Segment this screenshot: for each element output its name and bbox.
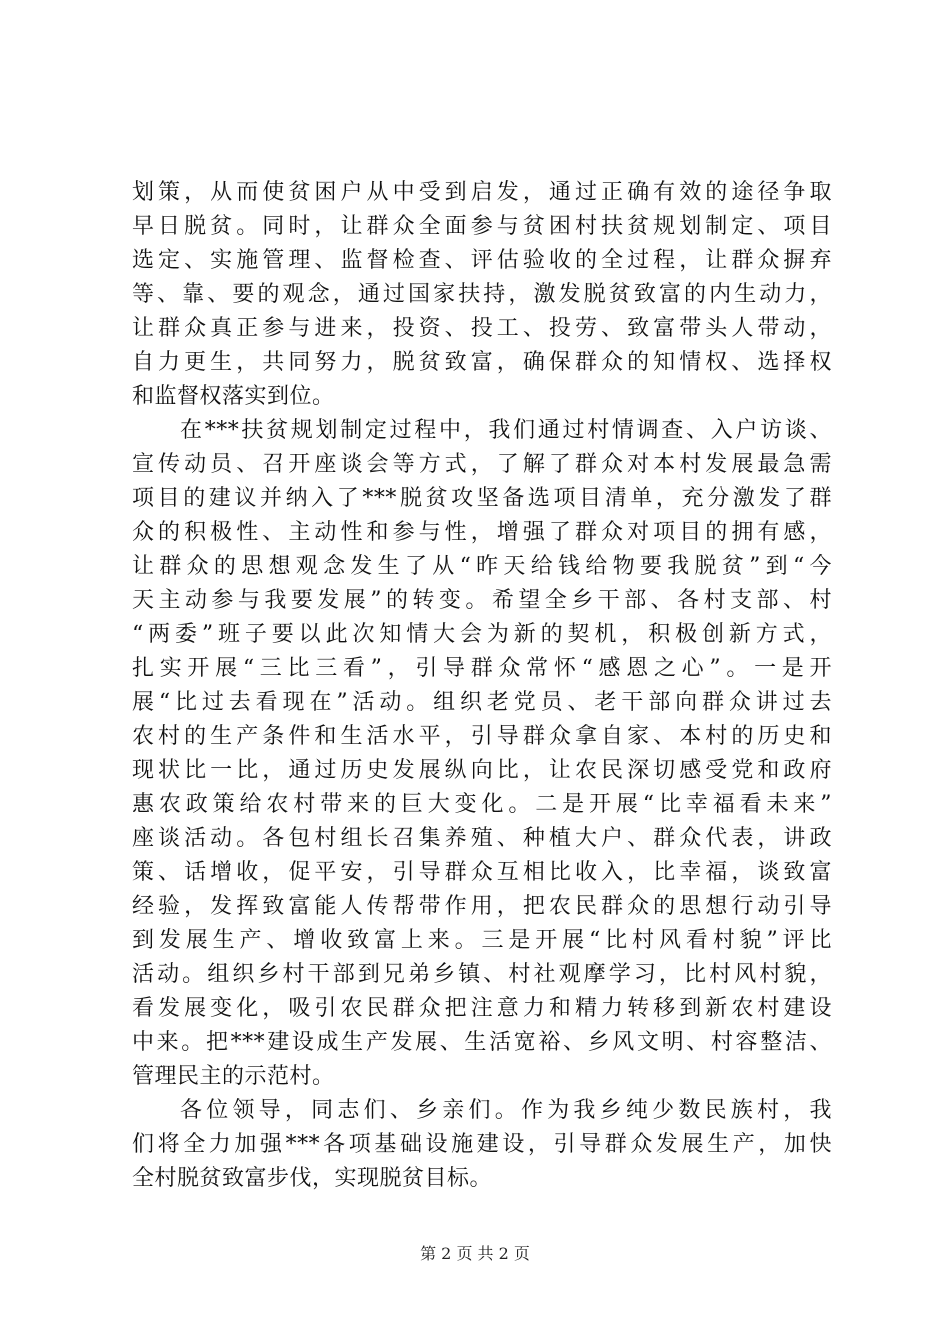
text-line: 到发展生产、增收致富上来。三是开展“比村风看村貌”评比 (132, 928, 832, 953)
text-line: 扎实开展“三比三看”，引导群众常怀“感恩之心”。一是开 (132, 656, 832, 681)
text-line: 等、靠、要的观念，通过国家扶持，激发脱贫致富的内生动力， (132, 282, 832, 307)
text-line: 自力更生，共同努力，脱贫致富，确保群众的知情权、选择权 (132, 350, 832, 375)
text-line: 农村的生产条件和生活水平，引导群众拿自家、本村的历史和 (132, 724, 832, 749)
text-line: 看发展变化，吸引农民群众把注意力和精力转移到新农村建设 (132, 996, 832, 1021)
text-line: 让群众真正参与进来，投资、投工、投劳、致富带头人带动， (132, 316, 832, 341)
text-line: 划策，从而使贫困户从中受到启发，通过正确有效的途径争取 (132, 180, 832, 205)
text-line: 宣传动员、召开座谈会等方式，了解了群众对本村发展最急需 (132, 452, 832, 477)
page-footer: 第 2 页 共 2 页 (420, 1244, 530, 1263)
text-line: “两委”班子要以此次知情大会为新的契机，积极创新方式， (132, 622, 832, 647)
text-line: 天主动参与我要发展”的转变。希望全乡干部、各村支部、村 (132, 588, 832, 613)
text-line: 惠农政策给农村带来的巨大变化。二是开展“比幸福看未来” (132, 792, 832, 817)
text-line: 早日脱贫。同时，让群众全面参与贫困村扶贫规划制定、项目 (132, 214, 832, 239)
text-line: 全村脱贫致富步伐，实现脱贫目标。 (132, 1166, 493, 1191)
text-line: 座谈活动。各包村组长召集养殖、种植大户、群众代表，讲政 (132, 826, 832, 851)
text-line: 管理民主的示范村。 (132, 1064, 335, 1089)
text-line: 项目的建议并纳入了***脱贫攻坚备选项目清单，充分激发了群 (132, 486, 832, 511)
text-line: 让群众的思想观念发生了从“昨天给钱给物要我脱贫”到“今 (132, 554, 832, 579)
text-line: 策、话增收，促平安，引导群众互相比收入，比幸福，谈致富 (132, 860, 832, 885)
text-line: 和监督权落实到位。 (132, 384, 335, 409)
text-line: 们将全力加强***各项基础设施建设，引导群众发展生产，加快 (132, 1132, 832, 1157)
body-text (132, 176, 832, 1196)
text-line: 活动。组织乡村干部到兄弟乡镇、村社观摩学习，比村风村貌， (132, 962, 832, 987)
text-line: 中来。把***建设成生产发展、生活宽裕、乡风文明、村容整洁、 (132, 1030, 832, 1055)
text-line: 经验，发挥致富能人传帮带作用，把农民群众的思想行动引导 (132, 894, 832, 919)
paragraph-start-line: 在***扶贫规划制定过程中，我们通过村情调查、入户访谈、 (180, 418, 832, 443)
text-line: 展“比过去看现在”活动。组织老党员、老干部向群众讲过去 (132, 690, 832, 715)
text-line: 选定、实施管理、监督检查、评估验收的全过程，让群众摒弃 (132, 248, 832, 273)
text-line: 众的积极性、主动性和参与性，增强了群众对项目的拥有感， (132, 520, 832, 545)
paragraph-start-line: 各位领导，同志们、乡亲们。作为我乡纯少数民族村，我 (180, 1098, 832, 1123)
text-line: 现状比一比，通过历史发展纵向比，让农民深切感受党和政府 (132, 758, 832, 783)
